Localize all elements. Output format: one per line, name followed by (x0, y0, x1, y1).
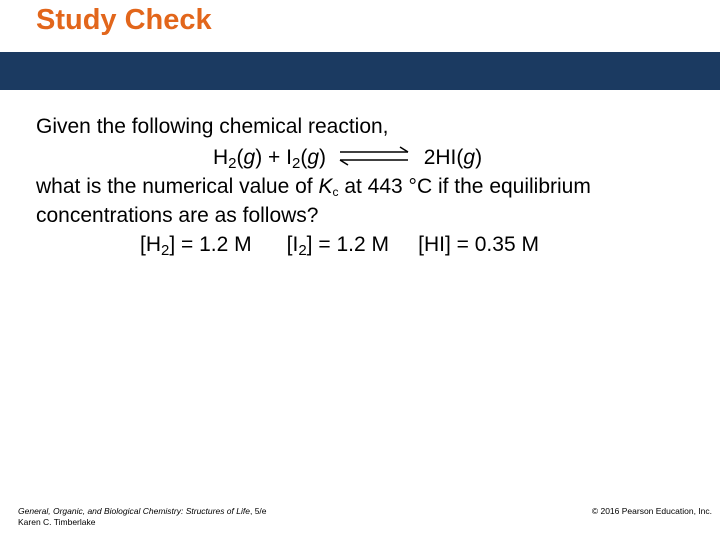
question-intro: Given the following chemical reaction, (36, 115, 389, 138)
equilibrium-arrows-icon (332, 145, 418, 167)
phase-gas: g (463, 146, 476, 169)
question-line: concentrations are as follows? (36, 204, 319, 227)
i-subscript: 2 (291, 155, 301, 172)
slide-title: Study Check (36, 4, 212, 36)
question-line: what is the numerical value of $K_c$ at 443 °C if the equilibrium (36, 175, 591, 199)
book-title: General, Organic, and Biological Chemistry: Structures of Life (18, 506, 250, 516)
reactant-i: + I (262, 146, 292, 169)
k-symbol: K (318, 175, 333, 198)
phase-gas: g (307, 146, 320, 169)
concentrations: $[H_2] = 1.2$ M $[I_2] = 1.2$ M [HI] = 0.35 M (140, 233, 539, 259)
k-subscript: c (332, 185, 339, 199)
phase-gas: g (243, 146, 256, 169)
chemical-equation: $H_2(g) + I_2(g)$ 2HI(g) (213, 146, 483, 172)
h-subscript: 2 (228, 155, 237, 172)
reactant-h: H (213, 146, 229, 169)
title-banner (0, 52, 720, 90)
author: Karen C. Timberlake (18, 517, 96, 527)
copyright: © 2016 Pearson Education, Inc. (591, 506, 712, 516)
product-hi: 2HI( (423, 146, 464, 169)
edition: , 5/e (249, 506, 267, 516)
footer-citation (18, 506, 267, 528)
